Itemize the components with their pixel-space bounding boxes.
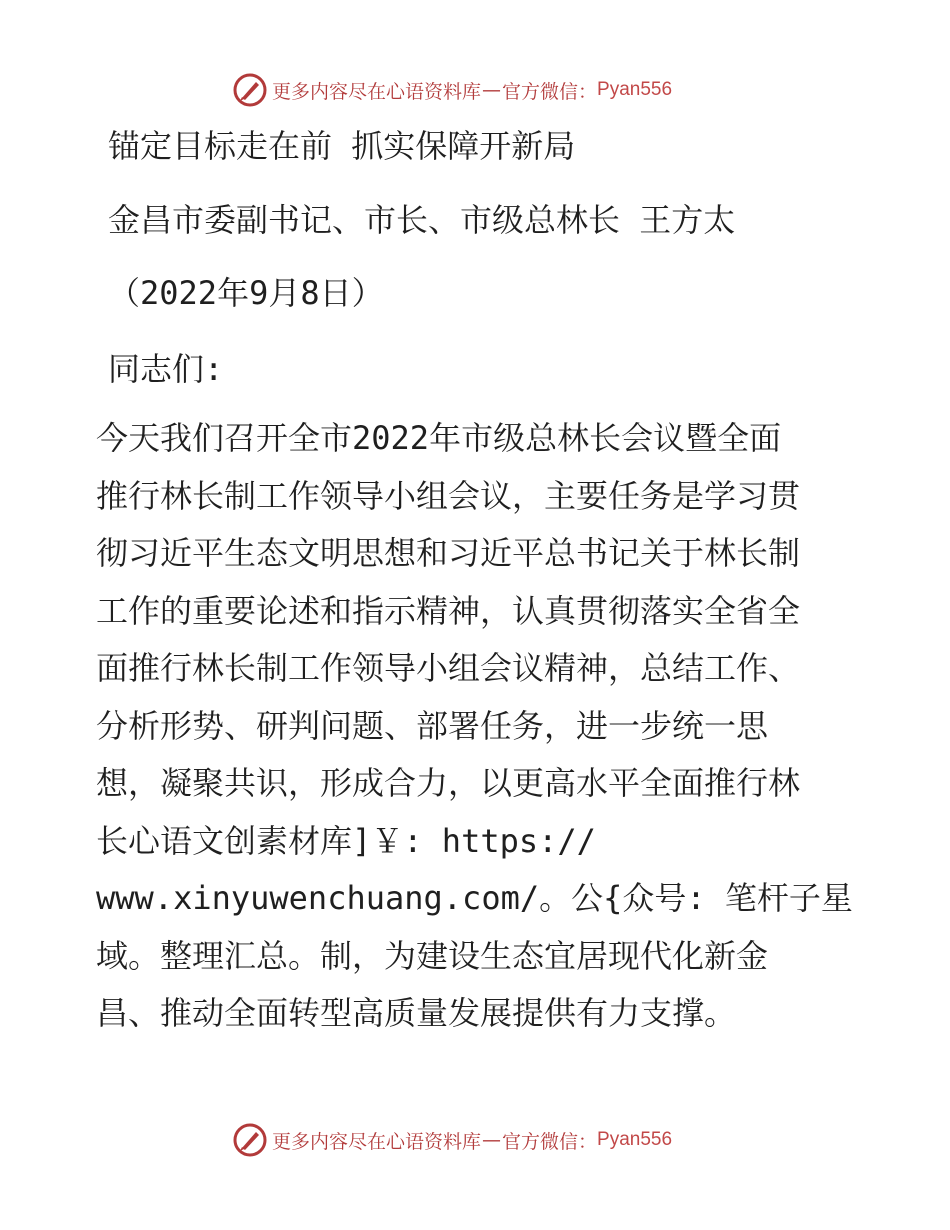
quill-pen-circle-icon [232,72,268,108]
body-line: 今天我们召开全市2022年市级总林长会议暨全面 [96,419,782,457]
body-line: www.xinyuwenchuang.com/。公{众号: 笔杆子星 [96,879,853,917]
speaker-line: 金昌市委副书记、市长、市级总林长 王方太 [108,201,736,239]
header-watermark-banner [232,72,672,108]
quill-pen-circle-icon [232,1122,268,1158]
body-line: 昌、推动全面转型高质量发展提供有力支撑。 [96,994,737,1032]
body-line: 分析形势、研判问题、部署任务，进一步统一思 [96,706,769,745]
footer-watermark-banner [232,1122,672,1158]
wechat-id: Pyan556 [597,79,673,100]
banner-separator: — [482,1129,502,1151]
speech-date: （2022年9月8日） [108,274,384,312]
promo-text: 更多内容尽在心语资料库 [272,80,482,103]
official-wechat-label: 官方微信： [502,80,598,103]
salutation: 同志们: [108,350,224,388]
banner-separator: — [482,79,502,101]
body-line: 想，凝聚共识，形成合力，以更高水平全面推行林 [96,764,801,802]
body-line: 彻习近平生态文明思想和习近平总书记关于林长制 [96,534,801,572]
body-line: 推行林长制工作领导小组会议，主要任务是学习贯 [96,476,801,515]
body-line: 面推行林长制工作领导小组会议精神，总结工作、 [96,649,801,687]
document-title: 锚定目标走在前 抓实保障开新局 [108,127,576,165]
body-text [96,410,856,1043]
official-wechat-label: 官方微信： [502,1130,598,1153]
body-line: 工作的重要论述和指示精神，认真贯彻落实全省全 [96,591,801,630]
body-line: 域。整理汇总。制，为建设生态宜居现代化新金 [96,936,769,975]
promo-text: 更多内容尽在心语资料库 [272,1130,482,1153]
wechat-id: Pyan556 [597,1129,673,1150]
body-line: 长心语文创素材库]￥: https:// [96,821,596,860]
